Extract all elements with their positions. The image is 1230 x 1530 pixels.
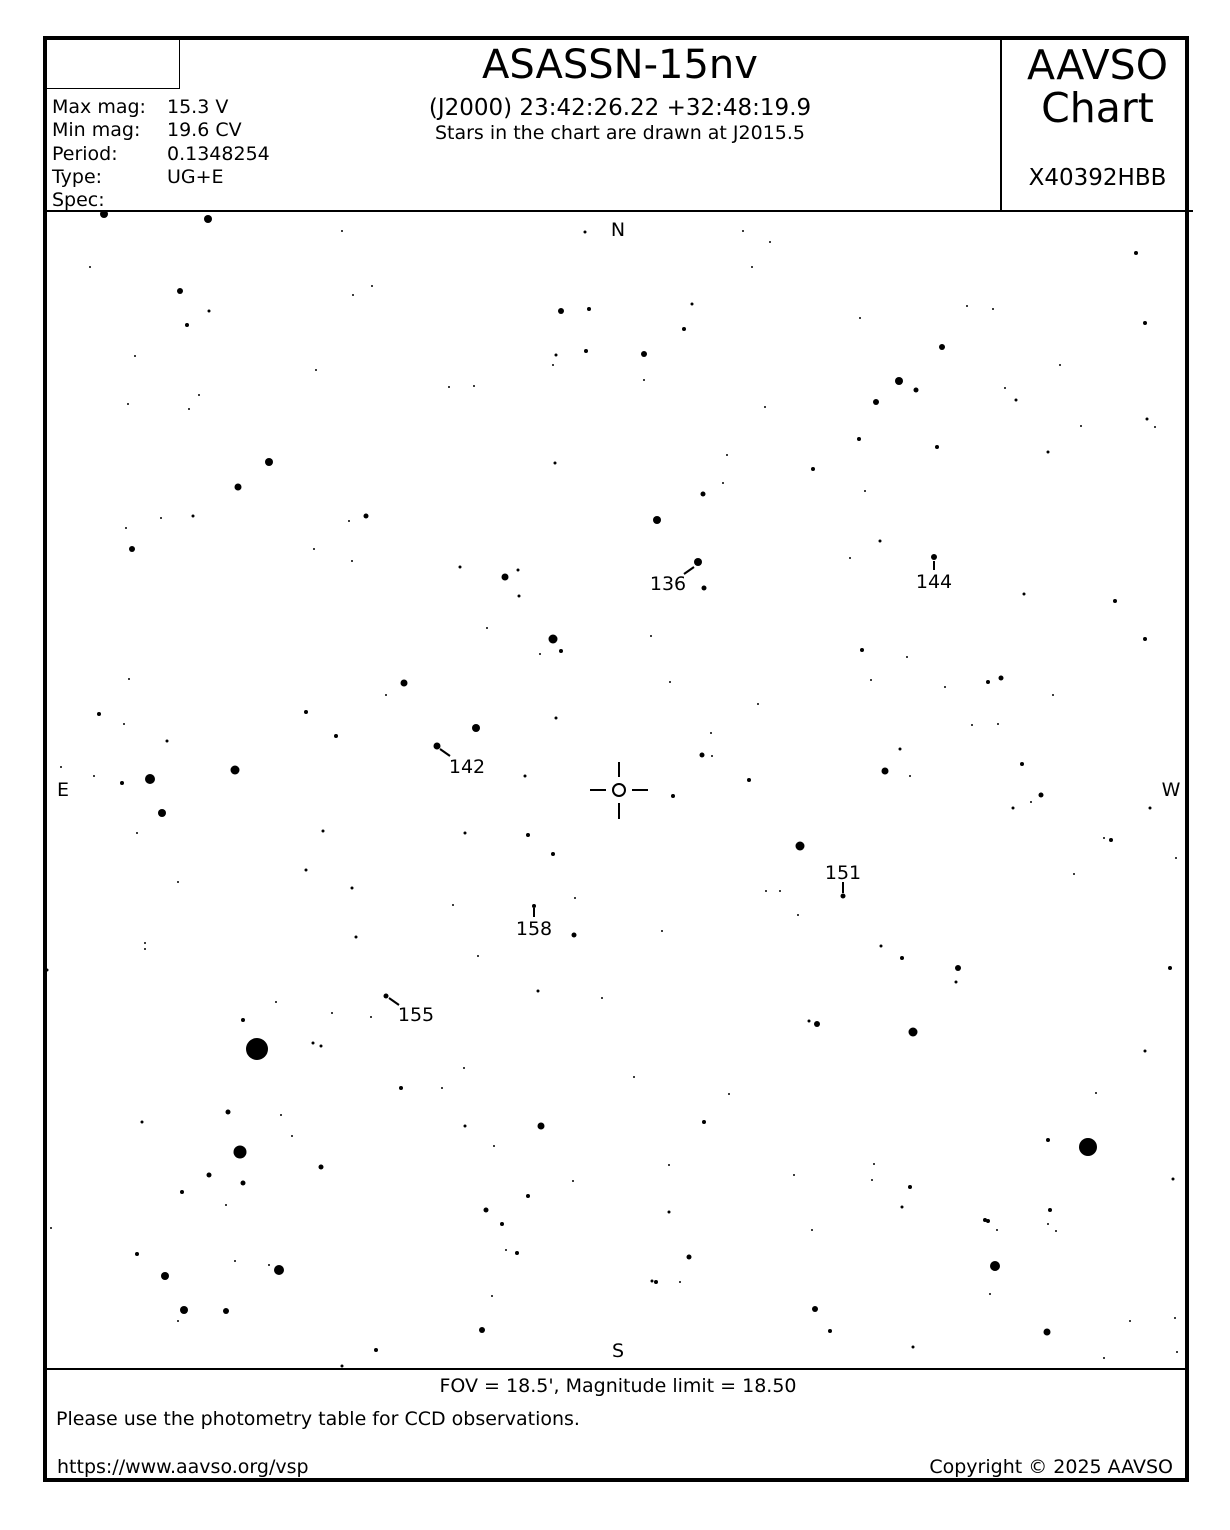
field-star xyxy=(223,1308,229,1314)
field-star xyxy=(559,649,563,653)
field-star xyxy=(518,595,521,598)
field-star xyxy=(351,560,353,562)
compass-east: E xyxy=(56,779,70,801)
field-star xyxy=(661,930,663,932)
field-star xyxy=(966,305,968,307)
field-star xyxy=(364,514,369,519)
footer-copyright: Copyright © 2025 AAVSO xyxy=(929,1456,1173,1478)
comp-star-dot xyxy=(694,558,702,566)
field-star xyxy=(177,288,183,294)
field-star xyxy=(268,1264,270,1266)
field-star xyxy=(1030,801,1032,803)
field-star xyxy=(166,740,169,743)
field-star xyxy=(555,717,558,720)
fov-text: FOV = 18.5', Magnitude limit = 18.50 xyxy=(439,1375,797,1397)
field-star xyxy=(1172,1178,1175,1181)
field-star xyxy=(1174,1317,1176,1319)
field-star xyxy=(572,933,577,938)
field-star xyxy=(1044,1329,1051,1336)
field-star xyxy=(370,1016,372,1018)
field-star xyxy=(348,520,350,522)
field-star xyxy=(871,1179,873,1181)
target-circle xyxy=(613,784,625,796)
field-star xyxy=(464,1125,467,1128)
field-star xyxy=(1129,1320,1131,1322)
info-value: UG+E xyxy=(167,165,224,188)
field-star xyxy=(1143,637,1147,641)
field-star xyxy=(319,1165,324,1170)
field-star xyxy=(1047,451,1050,454)
field-star xyxy=(524,775,527,778)
field-star xyxy=(879,540,882,543)
field-star xyxy=(484,1208,489,1213)
field-star xyxy=(459,566,462,569)
field-star xyxy=(313,548,315,550)
comp-star-dot xyxy=(434,743,441,750)
field-star xyxy=(955,965,961,971)
field-star xyxy=(779,890,781,892)
field-star xyxy=(555,354,558,357)
field-star xyxy=(811,467,815,471)
field-star xyxy=(1103,837,1105,839)
field-star xyxy=(234,1146,247,1159)
field-star xyxy=(747,778,751,782)
field-star xyxy=(870,679,872,681)
field-star xyxy=(668,1211,671,1214)
field-star xyxy=(997,723,999,725)
field-star xyxy=(935,445,939,449)
info-value: 19.6 CV xyxy=(167,119,242,142)
field-star xyxy=(274,1265,284,1275)
field-star xyxy=(971,724,973,726)
field-star xyxy=(901,1206,904,1209)
field-star xyxy=(873,399,879,405)
compass-south: S xyxy=(611,1340,625,1362)
ccd-note: Please use the photometry table for CCD observations. xyxy=(56,1408,580,1430)
field-star xyxy=(50,1227,52,1229)
field-star xyxy=(989,1293,991,1295)
field-star xyxy=(812,1306,818,1312)
field-star xyxy=(371,285,373,287)
field-star xyxy=(742,230,744,232)
field-star xyxy=(125,527,127,529)
comp-star-dot xyxy=(384,994,389,999)
field-star xyxy=(100,212,108,218)
field-star xyxy=(1113,599,1117,603)
field-star xyxy=(526,1194,530,1198)
comp-label: 158 xyxy=(515,918,553,940)
field-star xyxy=(643,379,645,381)
field-star xyxy=(654,1280,658,1284)
field-star xyxy=(992,308,994,310)
field-star xyxy=(857,437,861,441)
field-star xyxy=(860,648,864,652)
field-star xyxy=(912,1346,915,1349)
field-star xyxy=(246,1038,268,1060)
comp-star-dot xyxy=(931,554,937,560)
field-star xyxy=(127,403,129,405)
field-star xyxy=(1095,1092,1097,1094)
field-star xyxy=(554,462,557,465)
target-coordinates: (J2000) 23:42:26.22 +32:48:19.9 xyxy=(428,95,812,121)
field-star xyxy=(180,1190,184,1194)
field-star xyxy=(728,1093,730,1095)
epoch-note: Stars in the chart are drawn at J2015.5 xyxy=(434,122,806,144)
field-star xyxy=(1039,793,1044,798)
field-star xyxy=(793,1174,795,1176)
comp-star-142 xyxy=(434,743,486,779)
field-star xyxy=(315,369,317,371)
field-star xyxy=(231,766,240,775)
field-star xyxy=(1103,1357,1105,1359)
info-label: Min mag: xyxy=(52,119,141,142)
field-star xyxy=(234,1260,236,1262)
field-star xyxy=(479,1327,485,1333)
field-star xyxy=(515,1251,519,1255)
brand-line-2: Chart xyxy=(1041,84,1154,132)
field-star xyxy=(882,768,889,775)
field-star xyxy=(275,1001,277,1003)
field-star xyxy=(726,454,728,456)
field-star xyxy=(493,1145,495,1147)
field-star xyxy=(517,569,520,572)
field-star xyxy=(1004,387,1006,389)
field-star xyxy=(341,230,343,232)
field-star xyxy=(505,1249,507,1251)
comp-label: 151 xyxy=(824,862,862,884)
field-star xyxy=(702,586,707,591)
field-star xyxy=(584,349,588,353)
field-star xyxy=(47,969,49,972)
field-star xyxy=(751,266,753,268)
field-star xyxy=(880,945,883,948)
field-star xyxy=(235,484,242,491)
field-star xyxy=(702,1120,706,1124)
field-star xyxy=(722,482,724,484)
field-star xyxy=(1080,425,1082,427)
field-star xyxy=(668,1164,670,1166)
field-star xyxy=(1176,1351,1178,1353)
field-star xyxy=(764,406,766,408)
field-star xyxy=(700,753,705,758)
field-star xyxy=(587,307,591,311)
field-star xyxy=(539,653,541,655)
comp-star-136 xyxy=(650,558,702,595)
field-star xyxy=(1154,426,1156,428)
field-star xyxy=(549,635,558,644)
compass-labels xyxy=(57,219,1181,1362)
field-star xyxy=(526,833,530,837)
field-star xyxy=(899,748,902,751)
field-star xyxy=(908,1185,912,1189)
field-star xyxy=(1143,321,1147,325)
field-star xyxy=(558,308,564,314)
brand-line-1: AAVSO xyxy=(1027,41,1168,89)
field-star xyxy=(769,241,771,243)
field-star xyxy=(241,1018,245,1022)
field-star xyxy=(331,1012,333,1014)
field-star xyxy=(1149,807,1152,810)
field-star xyxy=(687,1255,692,1260)
field-star xyxy=(322,830,325,833)
field-star xyxy=(145,774,155,784)
field-star xyxy=(909,775,911,777)
field-star xyxy=(401,680,408,687)
comp-star-144 xyxy=(916,554,952,593)
field-star xyxy=(797,914,799,916)
comp-label: 136 xyxy=(649,573,687,595)
field-star xyxy=(491,1295,493,1297)
field-star xyxy=(650,635,652,637)
field-star xyxy=(160,517,162,519)
field-star xyxy=(198,394,200,396)
field-star xyxy=(811,1229,813,1231)
field-star xyxy=(207,1173,212,1178)
field-star xyxy=(669,681,671,683)
field-star xyxy=(1188,927,1189,929)
field-star xyxy=(208,310,211,313)
field-star xyxy=(1059,364,1061,366)
info-label: Type: xyxy=(52,165,103,188)
field-star xyxy=(711,755,713,757)
compass-north: N xyxy=(610,219,626,241)
field-star xyxy=(1023,593,1026,596)
field-star xyxy=(141,1121,144,1124)
field-star xyxy=(352,294,354,296)
field-star xyxy=(448,386,450,388)
field-star xyxy=(1047,1223,1049,1225)
field-star xyxy=(225,1204,227,1206)
field-star xyxy=(351,887,354,890)
field-star xyxy=(135,1252,139,1256)
field-star xyxy=(385,694,387,696)
field-star xyxy=(177,1320,179,1322)
field-star xyxy=(144,942,146,944)
field-star xyxy=(1012,807,1015,810)
field-star xyxy=(939,344,945,350)
field-star xyxy=(828,1329,832,1333)
field-star xyxy=(123,723,125,725)
field-star xyxy=(1020,762,1024,766)
field-star xyxy=(177,881,179,883)
field-star xyxy=(1134,251,1138,255)
field-star xyxy=(473,385,475,387)
field-star xyxy=(572,1180,574,1182)
info-label: Max mag: xyxy=(52,96,146,118)
field-star xyxy=(161,1272,169,1280)
comp-label: 155 xyxy=(397,1004,435,1026)
comp-label: 142 xyxy=(448,756,486,778)
field-star xyxy=(89,266,91,268)
field-star xyxy=(192,515,195,518)
field-star xyxy=(334,734,338,738)
field-star xyxy=(1146,418,1149,421)
field-star xyxy=(584,231,587,234)
field-star xyxy=(136,832,138,834)
field-star xyxy=(849,557,851,559)
comp-star-dot xyxy=(841,894,846,899)
field-star xyxy=(280,1114,282,1116)
field-star xyxy=(996,1229,998,1231)
field-star xyxy=(653,516,661,524)
field-star xyxy=(97,712,101,716)
info-label: Period: xyxy=(52,142,118,165)
field-star xyxy=(633,1076,635,1078)
field-star xyxy=(180,1306,188,1314)
field-star xyxy=(914,388,919,393)
field-star xyxy=(808,1020,811,1023)
field-star xyxy=(679,1281,681,1283)
field-star xyxy=(1144,1050,1147,1053)
field-star xyxy=(537,990,540,993)
info-label: Spec: xyxy=(52,189,105,212)
field-star xyxy=(955,981,958,984)
field-star xyxy=(601,997,603,999)
star-field xyxy=(47,212,1189,1368)
field-star xyxy=(906,656,908,658)
field-star xyxy=(765,890,767,892)
field-star xyxy=(185,323,189,327)
field-star xyxy=(188,408,190,410)
field-star xyxy=(134,355,136,357)
field-star xyxy=(641,351,647,357)
field-star xyxy=(320,1045,323,1048)
brand-label xyxy=(1002,41,1193,132)
field-star xyxy=(1052,694,1054,696)
field-star xyxy=(538,1123,545,1130)
field-star xyxy=(814,1021,820,1027)
field-star xyxy=(757,703,759,705)
field-star xyxy=(502,574,509,581)
field-star xyxy=(682,327,686,331)
field-star xyxy=(129,546,135,552)
field-star xyxy=(305,869,308,872)
corner-box xyxy=(47,40,180,89)
field-star xyxy=(574,897,576,899)
field-star xyxy=(1055,1230,1057,1232)
field-star xyxy=(304,710,308,714)
comparison-stars xyxy=(384,554,953,1026)
field-star xyxy=(128,678,130,680)
field-star xyxy=(990,1261,1000,1271)
field-star xyxy=(500,1222,504,1226)
field-star xyxy=(93,775,95,777)
field-star xyxy=(472,724,480,732)
field-star xyxy=(909,1028,918,1037)
field-star xyxy=(1079,1138,1097,1156)
footer-divider xyxy=(47,1368,1189,1370)
field-star xyxy=(552,364,554,366)
field-star xyxy=(701,492,706,497)
chart-title: ASASSN-15nv xyxy=(482,42,758,88)
field-star xyxy=(986,680,990,684)
field-star xyxy=(986,1219,990,1223)
field-star xyxy=(312,1042,315,1045)
field-star xyxy=(265,458,273,466)
field-star xyxy=(60,766,62,768)
field-star xyxy=(651,1280,654,1283)
comp-star-155 xyxy=(384,994,435,1027)
field-star xyxy=(204,215,212,223)
field-star xyxy=(291,1135,293,1137)
field-star xyxy=(944,686,946,688)
field-star xyxy=(671,794,675,798)
leader-line xyxy=(440,749,450,756)
compass-west: W xyxy=(1161,779,1181,801)
field-star xyxy=(710,732,712,734)
field-star xyxy=(1168,966,1172,970)
field-star xyxy=(241,1181,246,1186)
comp-star-158 xyxy=(516,904,552,940)
stars-layer xyxy=(47,212,1189,1368)
field-star xyxy=(873,1163,875,1165)
field-star xyxy=(1109,838,1113,842)
field-star xyxy=(859,317,861,319)
chart-id: X40392HBB xyxy=(1028,165,1167,191)
field-star xyxy=(1175,857,1177,859)
footer-url: https://www.aavso.org/vsp xyxy=(57,1456,309,1478)
field-star xyxy=(463,1067,465,1069)
field-star xyxy=(158,809,166,817)
comp-star-dot xyxy=(532,904,536,908)
field-star xyxy=(796,842,805,851)
field-star xyxy=(895,377,903,385)
comp-star-151 xyxy=(825,862,861,899)
field-star xyxy=(999,676,1004,681)
comp-label: 144 xyxy=(915,571,953,593)
field-star xyxy=(1073,873,1075,875)
info-value: 0.1348254 xyxy=(167,142,270,165)
field-star xyxy=(464,832,467,835)
field-star xyxy=(120,781,124,785)
field-star xyxy=(486,627,488,629)
field-star xyxy=(900,956,904,960)
field-star xyxy=(374,1348,378,1352)
field-star xyxy=(1048,1208,1052,1212)
field-star xyxy=(441,1087,443,1089)
field-star xyxy=(355,936,358,939)
field-star xyxy=(226,1110,231,1115)
field-star xyxy=(399,1086,403,1090)
target-marker xyxy=(590,762,648,819)
field-star xyxy=(452,904,454,906)
field-star xyxy=(1015,399,1018,402)
field-star xyxy=(144,948,146,950)
field-star xyxy=(477,955,479,957)
field-star xyxy=(691,303,694,306)
info-value: 15.3 V xyxy=(167,96,229,118)
field-star xyxy=(864,490,866,492)
field-star xyxy=(551,852,555,856)
field-star xyxy=(1046,1138,1050,1142)
